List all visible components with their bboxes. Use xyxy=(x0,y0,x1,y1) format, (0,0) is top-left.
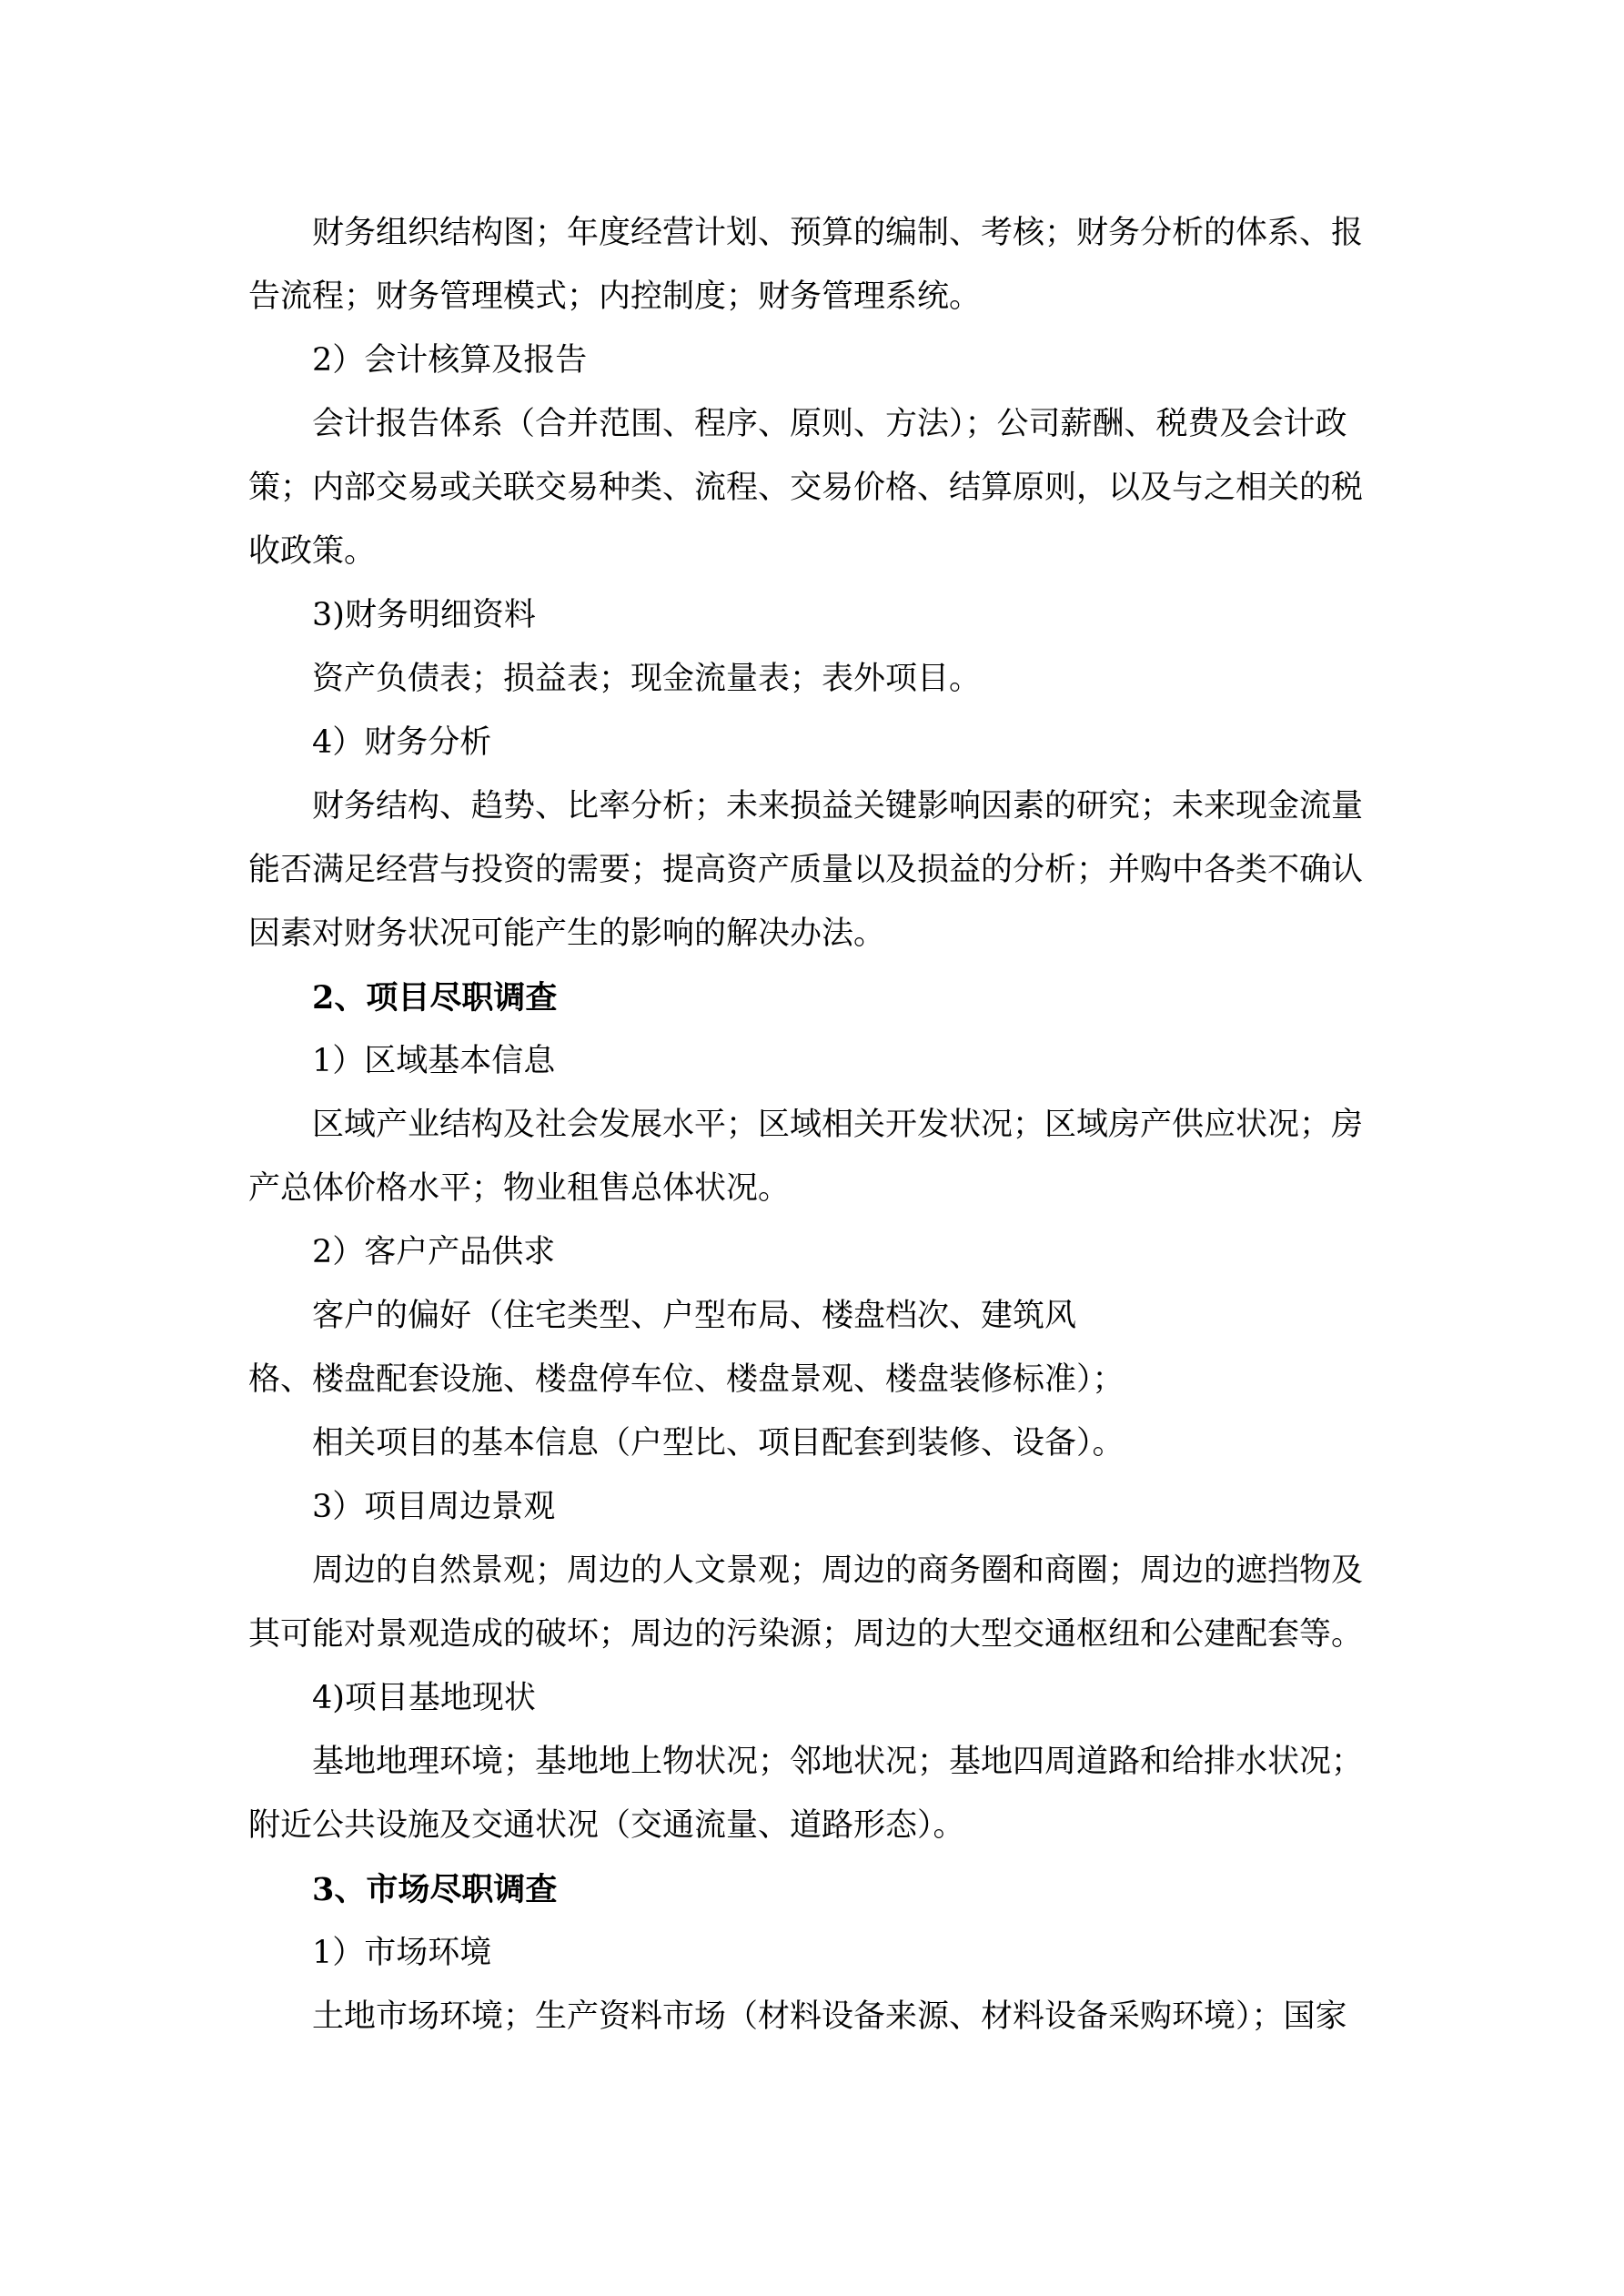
subheading: 2）客户产品供求 xyxy=(312,1234,556,1270)
paragraph-line: 能否满足经营与投资的需要；提高资产质量以及损益的分析；并购中各类不确认 xyxy=(248,852,1364,888)
paragraph-line: 土地市场环境；生产资料市场（材料设备来源、材料设备采购环境）；国家 xyxy=(312,1998,1347,2035)
paragraph-line: 区域产业结构及社会发展水平；区域相关开发状况；区域房产供应状况；房 xyxy=(312,1107,1364,1143)
paragraph-line: 附近公共设施及交通状况（交通流量、道路形态）。 xyxy=(248,1807,965,1844)
subheading: 2）会计核算及报告 xyxy=(312,342,588,379)
subheading: 4)项目基地现状 xyxy=(312,1680,536,1716)
subheading: 3)财务明细资料 xyxy=(312,597,536,633)
subheading: 3）项目周边景观 xyxy=(312,1489,556,1525)
paragraph-line: 会计报告体系（合并范围、程序、原则、方法）；公司薪酬、税费及会计政 xyxy=(312,406,1347,442)
paragraph-line: 告流程；财务管理模式；内控制度；财务管理系统。 xyxy=(248,278,982,315)
paragraph-line: 财务组织结构图；年度经营计划、预算的编制、考核；财务分析的体系、报 xyxy=(312,215,1364,251)
paragraph-line: 周边的自然景观；周边的人文景观；周边的商务圈和商圈；周边的遮挡物及 xyxy=(312,1553,1364,1589)
paragraph-line: 其可能对景观造成的破坏；周边的污染源；周边的大型交通枢纽和公建配套等。 xyxy=(248,1616,1364,1653)
paragraph-line: 策；内部交易或关联交易种类、流程、交易价格、结算原则，以及与之相关的税 xyxy=(248,470,1364,506)
subheading: 4）财务分析 xyxy=(312,724,492,761)
paragraph-line: 因素对财务状况可能产生的影响的解决办法。 xyxy=(248,915,886,952)
paragraph-line: 产总体价格水平；物业租售总体状况。 xyxy=(248,1170,791,1207)
paragraph-line: 基地地理环境；基地地上物状况；邻地状况；基地四周道路和给排水状况； xyxy=(312,1744,1364,1780)
paragraph-line: 格、楼盘配套设施、楼盘停车位、楼盘景观、楼盘装修标准）； xyxy=(248,1361,1125,1398)
paragraph-line: 财务结构、趋势、比率分析；未来损益关键影响因素的研究；未来现金流量 xyxy=(312,788,1364,824)
section-heading: 2、项目尽职调查 xyxy=(312,979,558,1017)
paragraph-line: 收政策。 xyxy=(248,533,377,570)
section-heading: 3、市场尽职调查 xyxy=(312,1871,558,1908)
subheading: 1）市场环境 xyxy=(312,1935,492,1971)
subheading: 1）区域基本信息 xyxy=(312,1043,556,1079)
paragraph-line: 资产负债表；损益表；现金流量表；表外项目。 xyxy=(312,661,982,697)
paragraph-line: 相关项目的基本信息（户型比、项目配套到装修、设备）。 xyxy=(312,1425,1125,1462)
paragraph-line: 客户的偏好（住宅类型、户型布局、楼盘档次、建筑风 xyxy=(312,1298,1077,1334)
